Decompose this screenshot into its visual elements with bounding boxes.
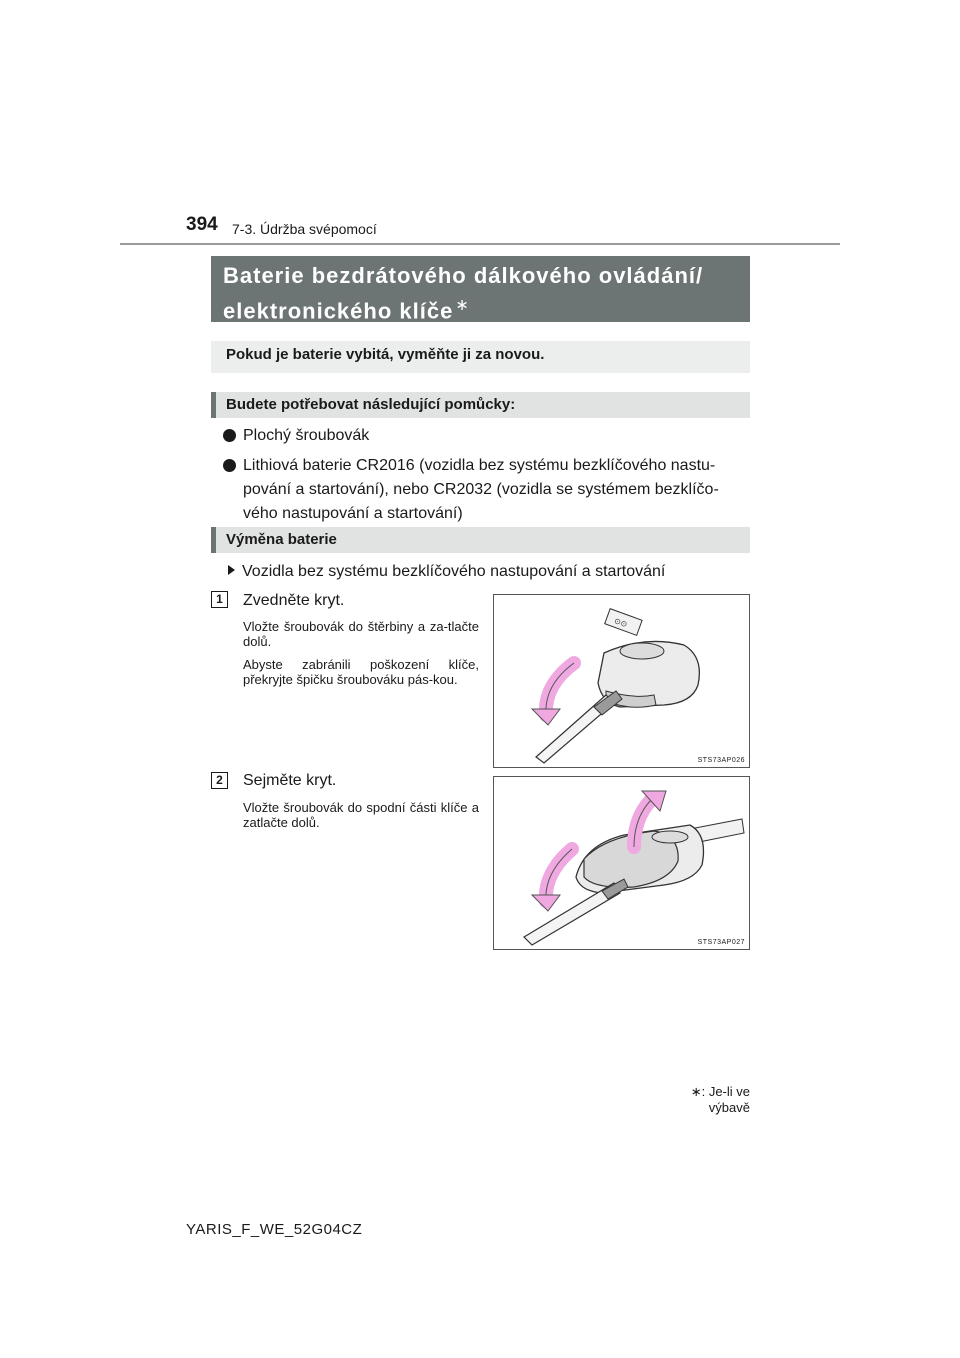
page-number: 394 [186, 214, 218, 235]
title-line-1: Baterie bezdrátového dálkového ovládání/ [223, 263, 704, 288]
figure-code: STS73AP027 [697, 939, 745, 946]
bullet-icon [223, 459, 236, 472]
intro-note: Pokud je baterie vybitá, vyměňte ji za novou. [211, 341, 750, 373]
tools-heading: Budete potřebovat následující pomůcky: [211, 392, 750, 418]
key-illustration [494, 595, 749, 767]
document-code: YARIS_F_WE_52G04CZ [186, 1221, 363, 1238]
optional-marker: ∗ [455, 297, 470, 314]
step-title: Zvedněte kryt. [243, 592, 345, 609]
tools-list [211, 424, 751, 532]
title-line-2: elektronického klíče ∗ [223, 297, 470, 324]
step-description: Vložte šroubovák do spodní části klíče a zatlačte dolů. [243, 800, 479, 830]
figure-code: STS73AP026 [697, 757, 745, 764]
asterisk-icon: ∗ [690, 1084, 702, 1099]
triangle-icon [228, 565, 235, 575]
chapter-title: 7-3. Údržba svépomocí [232, 221, 377, 237]
list-item: Lithiová baterie CR2016 (vozidla bez systému bezklíčového nastu-pování a startování), nebo CR2032 (vozidla se systémem bezklíčo-vého nastupování a startování) [211, 454, 751, 526]
key-illustration [494, 777, 749, 949]
figure-remove-cover [493, 776, 750, 950]
bullet-icon [223, 429, 236, 442]
step-number: 2 [211, 772, 228, 789]
header-divider [120, 243, 840, 245]
step-title: Sejměte kryt. [243, 772, 337, 789]
svg-text:⊙⊙: ⊙⊙ [612, 616, 629, 630]
step-number: 1 [211, 591, 228, 608]
page-title [211, 256, 750, 322]
list-item: Plochý šroubovák [211, 424, 751, 448]
figure-lift-cover [493, 594, 750, 768]
step-description: Vložte šroubovák do štěrbiny a za-tlačte dolů. Abyste zabránili poškození klíče, překryjte špičku šroubováku pás-kou. [243, 619, 479, 687]
footnote: ∗: Je-li ve výbavě [690, 1084, 750, 1115]
replace-heading: Výměna baterie [211, 527, 750, 553]
vehicle-variant-heading: Vozidla bez systému bezklíčového nastupování a startování [228, 561, 665, 583]
